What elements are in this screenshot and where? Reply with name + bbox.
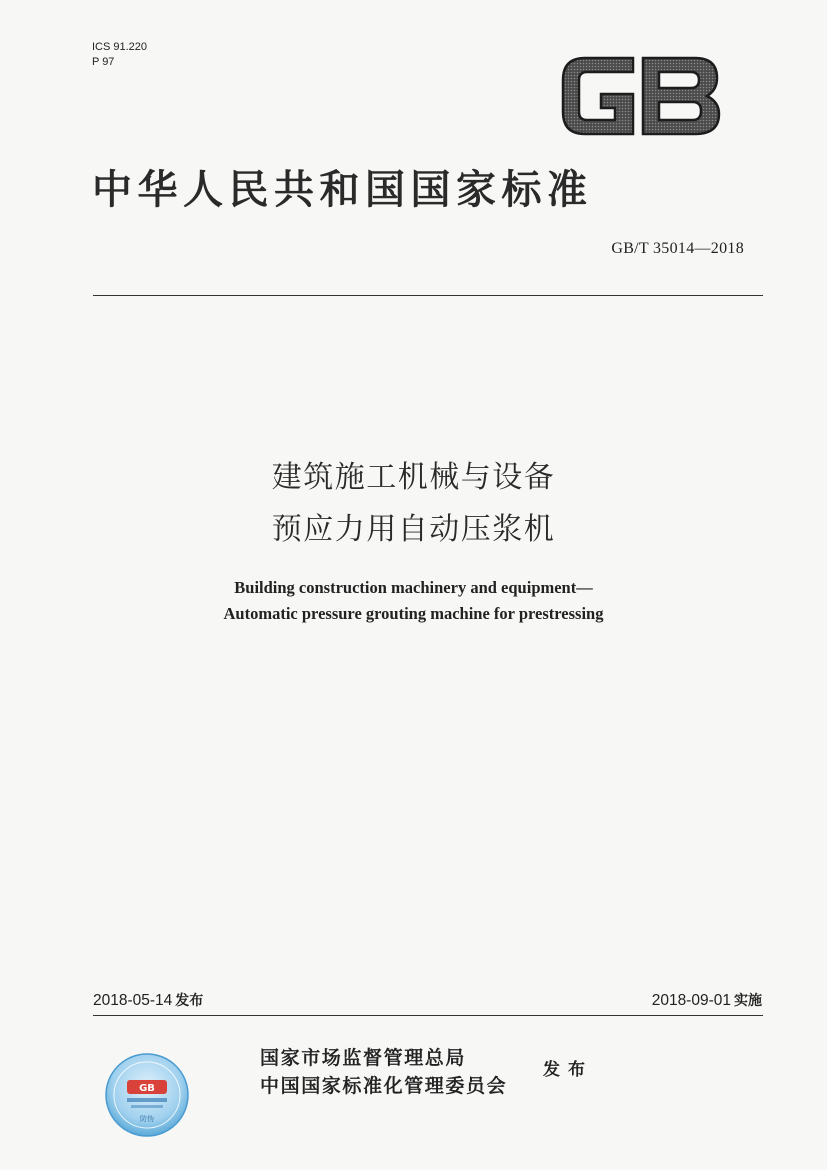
header-divider xyxy=(93,295,763,296)
standard-number: GB/T 35014—2018 xyxy=(611,240,744,257)
ics-code: ICS 91.220 xyxy=(92,41,148,53)
issue-date: 2018-05-14 xyxy=(93,992,173,1009)
seal-text: 防伪 xyxy=(140,1115,154,1123)
ccs-code: P 97 xyxy=(92,56,115,68)
implement-date-block xyxy=(652,990,762,1010)
svg-text:GB: GB xyxy=(139,1083,155,1094)
issued-label: 发布 xyxy=(543,1060,593,1080)
gb-logo xyxy=(555,50,725,142)
issue-date-label: 发布 xyxy=(175,993,204,1009)
issuer-line2: 中国国家标准化管理委员会 xyxy=(260,1075,508,1097)
anti-counterfeit-seal xyxy=(105,1053,189,1137)
national-standard-title: 中华人民共和国国家标准 xyxy=(92,167,593,213)
issue-date-block xyxy=(93,990,203,1010)
title-en-line2: Automatic pressure grouting machine for prestressing xyxy=(223,604,604,623)
title-zh-line2: 预应力用自动压浆机 xyxy=(271,512,556,547)
implement-date: 2018-09-01 xyxy=(651,992,731,1009)
implement-date-label: 实施 xyxy=(734,993,762,1009)
title-zh-line1: 建筑施工机械与设备 xyxy=(271,460,556,495)
classification-codes xyxy=(92,40,147,70)
title-en-line1: Building construction machinery and equipment— xyxy=(234,578,593,597)
footer-divider xyxy=(93,1015,763,1016)
issuer-line1: 国家市场监督管理总局 xyxy=(260,1047,467,1069)
